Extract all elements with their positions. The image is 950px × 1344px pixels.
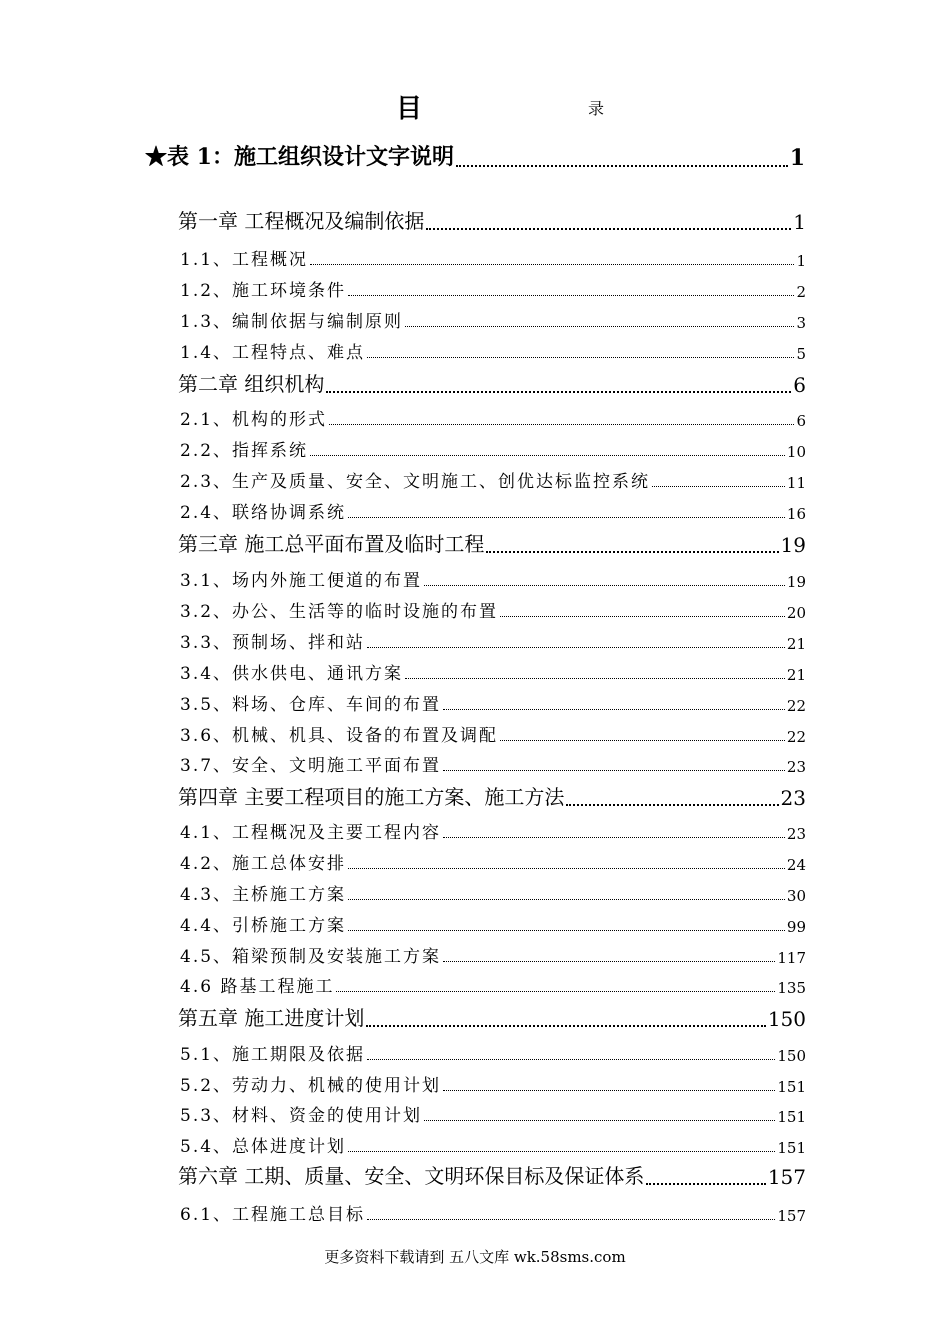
toc-entry-title: 5.2、劳动力、机械的使用计划	[180, 1076, 442, 1096]
toc-entry-title: 3.4、供水供电、通讯方案	[180, 664, 404, 684]
dot-leader	[500, 723, 785, 741]
toc-entry-section[interactable]	[180, 405, 806, 430]
dot-leader	[500, 599, 785, 617]
dot-leader	[424, 568, 785, 586]
toc-entry-section[interactable]	[180, 1132, 806, 1157]
title-char-1: 目	[396, 94, 423, 124]
toc-entry-title: 3.5、料场、仓库、车间的布置	[180, 695, 442, 715]
toc-entry-title: 5.4、总体进度计划	[180, 1137, 347, 1157]
toc-entry-chapter[interactable]	[178, 1002, 806, 1031]
toc-entry-section[interactable]	[180, 880, 806, 905]
toc-entry-page: 157	[767, 1165, 806, 1189]
dot-leader	[443, 692, 785, 710]
dot-leader	[443, 944, 775, 962]
toc-entry-title: 5.3、材料、资金的使用计划	[180, 1106, 423, 1126]
toc-entry-title: 2.4、联络协调系统	[180, 503, 347, 523]
dot-leader	[326, 371, 791, 393]
toc-entry-chapter[interactable]	[178, 781, 806, 810]
footer-note: 更多资料下载请到 五八文库 wk.58sms.com	[324, 1248, 626, 1266]
dot-leader	[646, 1163, 765, 1185]
toc-entry-title: 第六章 工期、质量、安全、文明环保目标及保证体系	[178, 1164, 645, 1188]
toc-entry-title: 1.4、工程特点、难点	[180, 343, 366, 363]
toc-entry-title: 1.1、工程概况	[180, 250, 309, 270]
toc-title	[0, 88, 950, 128]
toc-entry-title: 4.2、施工总体安排	[180, 854, 347, 874]
dot-leader	[456, 143, 788, 167]
toc-entry-title: 2.3、生产及质量、安全、文明施工、创优达标监控系统	[180, 472, 651, 492]
dot-leader	[405, 661, 785, 679]
toc-entry-section[interactable]	[180, 597, 806, 622]
toc-entry-section[interactable]	[180, 467, 806, 492]
toc-entry-chapter[interactable]	[178, 368, 806, 397]
toc-entry-title: 3.3、预制场、拌和站	[180, 633, 366, 653]
dot-leader	[348, 1134, 775, 1152]
toc-entry-page: 23	[786, 825, 806, 843]
toc-entry-title: 3.2、办公、生活等的临时设施的布置	[180, 602, 499, 622]
toc-entry-page: 117	[777, 949, 806, 967]
toc-entry-title: ★表 1：施工组织设计文字说明	[145, 144, 454, 170]
toc-entry-page: 151	[777, 1139, 806, 1157]
toc-entry-page: 1	[793, 210, 806, 234]
toc-entry-page: 157	[777, 1207, 806, 1225]
toc-entry-page: 6	[793, 373, 806, 397]
toc-entry-section[interactable]	[180, 1200, 806, 1225]
toc-entry-section[interactable]	[180, 276, 806, 301]
toc-entry-page: 151	[777, 1078, 806, 1096]
toc-entry-section[interactable]	[180, 566, 806, 591]
dot-leader	[348, 882, 785, 900]
toc-entry-page: 10	[786, 443, 806, 461]
toc-entry-title: 3.1、场内外施工便道的布置	[180, 571, 423, 591]
toc-entry-title: 4.6 路基工程施工	[180, 977, 335, 997]
dot-leader	[310, 247, 794, 265]
dot-leader	[367, 1042, 775, 1060]
toc-entry-section[interactable]	[180, 942, 806, 967]
dot-leader	[426, 208, 791, 230]
toc-entry-section[interactable]	[180, 690, 806, 715]
toc-entry-chapter[interactable]	[178, 528, 806, 557]
dot-leader	[348, 913, 785, 931]
toc-entry-title: 第三章 施工总平面布置及临时工程	[178, 532, 485, 556]
toc-entry-page: 151	[777, 1108, 806, 1126]
toc-entry-title: 第五章 施工进度计划	[178, 1006, 365, 1030]
dot-leader	[336, 974, 775, 992]
toc-entry-section[interactable]	[180, 1101, 806, 1126]
toc-entry-page: 24	[786, 856, 806, 874]
toc-entry-chapter[interactable]	[178, 1160, 806, 1189]
toc-entry-section[interactable]	[180, 818, 806, 843]
dot-leader	[348, 500, 785, 518]
toc-entry-title: 4.4、引桥施工方案	[180, 916, 347, 936]
toc-entry-section[interactable]	[180, 911, 806, 936]
toc-entry-page: 22	[786, 728, 806, 746]
toc-entry-title: 3.7、安全、文明施工平面布置	[180, 756, 442, 776]
toc-entry-chapter[interactable]	[178, 205, 806, 234]
dot-leader	[367, 630, 785, 648]
toc-entry-page: 19	[786, 573, 806, 591]
toc-entry-title: 第一章 工程概况及编制依据	[178, 209, 425, 233]
toc-entry-page: 3	[796, 314, 806, 332]
dot-leader	[486, 531, 778, 553]
toc-entry-title: 4.5、箱梁预制及安装施工方案	[180, 947, 442, 967]
toc-entry-page: 30	[786, 887, 806, 905]
dot-leader	[348, 278, 794, 296]
dot-leader	[366, 1005, 765, 1027]
dot-leader	[566, 784, 778, 806]
toc-entry-title: 2.1、机构的形式	[180, 410, 328, 430]
toc-entry-title: 4.3、主桥施工方案	[180, 885, 347, 905]
toc-entry-page: 20	[786, 604, 806, 622]
dot-leader	[348, 851, 785, 869]
toc-entry-section[interactable]	[180, 338, 806, 363]
toc-entry-page: 1	[789, 145, 805, 171]
toc-entry-main[interactable]	[145, 140, 805, 171]
toc-entry-page: 99	[786, 918, 806, 936]
toc-entry-page: 22	[786, 697, 806, 715]
dot-leader	[405, 309, 794, 327]
toc-entry-section[interactable]	[180, 972, 806, 997]
toc-entry-section[interactable]	[180, 436, 806, 461]
toc-entry-page: 1	[796, 252, 806, 270]
toc-entry-section[interactable]	[180, 849, 806, 874]
toc-entry-section[interactable]	[180, 1071, 806, 1096]
toc-entry-section[interactable]	[180, 659, 806, 684]
title-char-2: 录	[588, 99, 605, 118]
toc-entry-page: 150	[777, 1047, 806, 1065]
dot-leader	[329, 407, 794, 425]
toc-entry-section[interactable]	[180, 307, 806, 332]
toc-entry-title: 1.2、施工环境条件	[180, 281, 347, 301]
dot-leader	[310, 438, 785, 456]
dot-leader	[652, 469, 785, 487]
toc-entry-page: 11	[786, 474, 806, 492]
dot-leader	[443, 820, 785, 838]
toc-entry-page: 21	[786, 635, 806, 653]
toc-entry-section[interactable]	[180, 628, 806, 653]
toc-entry-title: 2.2、指挥系统	[180, 441, 309, 461]
toc-entry-section[interactable]	[180, 721, 806, 746]
toc-entry-title: 1.3、编制依据与编制原则	[180, 312, 404, 332]
toc-entry-title: 6.1、工程施工总目标	[180, 1205, 366, 1225]
toc-entry-section[interactable]	[180, 498, 806, 523]
toc-entry-page: 21	[786, 666, 806, 684]
toc-entry-page: 5	[796, 345, 806, 363]
toc-entry-page: 6	[796, 412, 806, 430]
toc-entry-title: 5.1、施工期限及依据	[180, 1045, 366, 1065]
toc-entry-page: 2	[796, 283, 806, 301]
toc-entry-page: 23	[786, 758, 806, 776]
toc-entry-section[interactable]	[180, 245, 806, 270]
toc-entry-page: 23	[780, 786, 806, 810]
toc-entry-title: 4.1、工程概况及主要工程内容	[180, 823, 442, 843]
dot-leader	[443, 753, 785, 771]
dot-leader	[443, 1073, 775, 1091]
toc-entry-page: 19	[780, 533, 806, 557]
dot-leader	[424, 1103, 775, 1121]
toc-entry-section[interactable]	[180, 751, 806, 776]
toc-entry-title: 第四章 主要工程项目的施工方案、施工方法	[178, 785, 565, 809]
dot-leader	[367, 1202, 775, 1220]
toc-entry-title: 第二章 组织机构	[178, 372, 325, 396]
toc-entry-section[interactable]	[180, 1040, 806, 1065]
toc-entry-page: 135	[777, 979, 806, 997]
toc-entry-page: 16	[786, 505, 806, 523]
toc-entry-title: 3.6、机械、机具、设备的布置及调配	[180, 726, 499, 746]
dot-leader	[367, 340, 794, 358]
toc-entry-page: 150	[767, 1007, 806, 1031]
